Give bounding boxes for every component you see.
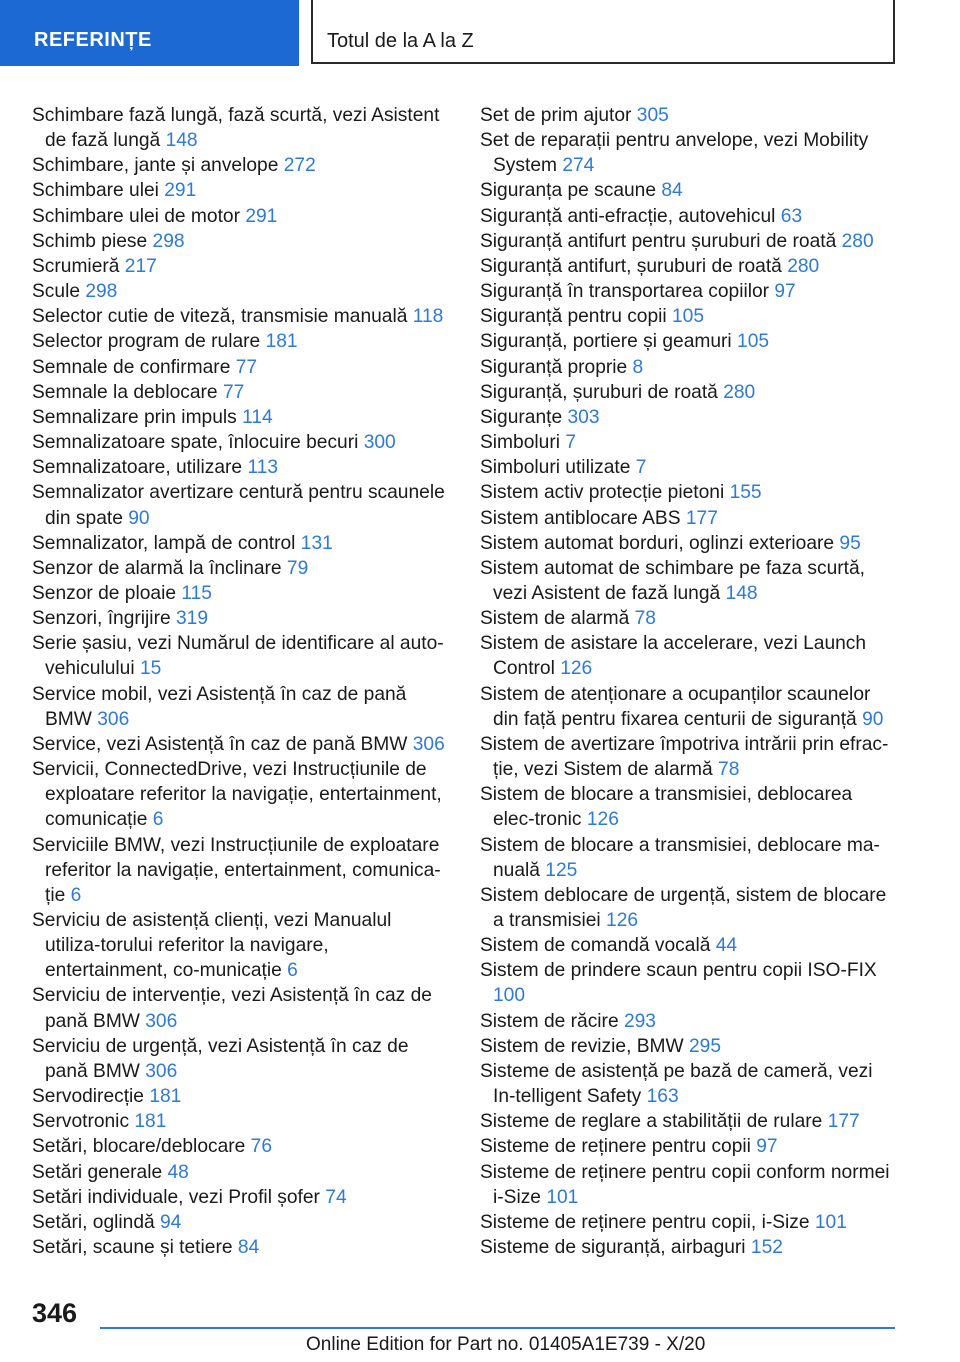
index-entry-page-link[interactable]: 78: [718, 759, 740, 781]
index-entry-term: Siguranță pentru copii: [480, 306, 667, 328]
index-entry-term: Semnalizare prin impuls: [32, 406, 237, 428]
index-entry: [480, 782, 896, 832]
index-entry-term: Siguranță, portiere și geamuri: [480, 331, 732, 353]
index-entry: [32, 983, 450, 1033]
index-entry-term: Setări generale: [32, 1161, 163, 1183]
index-entry-term: Siguranță în transportarea copiilor: [480, 281, 770, 303]
index-entry-page-link[interactable]: 44: [715, 935, 738, 957]
index-entry-term: Siguranță anti-efracție, autovehicul: [480, 205, 776, 227]
index-entry: [480, 304, 896, 329]
index-entry: [480, 1210, 896, 1235]
index-entry: [32, 455, 450, 480]
index-entry: [32, 1235, 450, 1260]
index-entry-page-link[interactable]: 306: [97, 708, 130, 730]
index-entry-term: Semnale la deblocare: [32, 381, 218, 403]
index-entry-page-link[interactable]: 6: [70, 884, 82, 906]
index-entry-page-link[interactable]: 97: [756, 1136, 778, 1158]
index-entry-page-link[interactable]: 6: [152, 809, 164, 831]
index-entry-term: Semnale de confirmare: [32, 356, 231, 378]
index-entry-term: Siguranță proprie: [480, 356, 628, 378]
index-entry: [32, 531, 450, 556]
index-entry-page-link[interactable]: 48: [167, 1161, 189, 1183]
index-entry: [480, 204, 896, 229]
index-entry-page-link[interactable]: 217: [124, 255, 157, 277]
index-entry-page-link[interactable]: 148: [725, 582, 758, 604]
index-entry: [32, 1034, 450, 1084]
index-entry: [480, 933, 896, 958]
index-entry: [32, 908, 450, 983]
index-entry-page-link[interactable]: 298: [152, 230, 185, 252]
index-entry: [480, 103, 896, 128]
index-entry-page-link[interactable]: 6: [287, 960, 298, 982]
index-entry-term: Set de prim ajutor: [480, 105, 632, 126]
index-entry-term: Semnalizator avertizare centură pentru scaunele din spate: [32, 482, 445, 529]
index-entry-term: Scule: [32, 281, 80, 303]
index-entry: [32, 405, 450, 430]
index-entry-term: Serviciile BMW, vezi Instrucțiunile de exploatare referitor la navigație, entertainment, comunica-ție: [32, 834, 441, 906]
index-entry-page-link[interactable]: 90: [128, 507, 150, 529]
index-entry-page-link[interactable]: 293: [623, 1010, 656, 1032]
index-entry-term: Selector program de rulare: [32, 331, 261, 353]
index-entry-page-link[interactable]: 291: [245, 205, 278, 227]
index-entry-term: Serviciu de intervenție, vezi Asistență în caz de pană BMW: [32, 985, 432, 1032]
index-entry-page-link[interactable]: 63: [780, 205, 803, 227]
index-entry: [480, 1034, 896, 1059]
index-entry-term: Senzor de alarmă la înclinare: [32, 557, 282, 579]
index-entry: [32, 556, 450, 581]
index-entry-term: Setări, scaune și tetiere: [32, 1237, 233, 1259]
index-entry-page-link[interactable]: 306: [145, 1010, 178, 1032]
index-entry-page-link[interactable]: 79: [286, 557, 309, 579]
index-entry-page-link[interactable]: 152: [750, 1237, 783, 1259]
index-entry-page-link[interactable]: 115: [181, 582, 212, 604]
index-entry-term: Servodirecție: [32, 1086, 144, 1108]
index-entry-term: Semnalizator, lampă de control: [32, 532, 296, 554]
footer-edition: Online Edition for Part no. 01405A1E739 - X/20: [306, 1334, 706, 1355]
index-entry: [32, 606, 450, 631]
index-entry-page-link[interactable]: 76: [250, 1136, 273, 1158]
index-entry-term: Sistem de comandă vocală: [480, 935, 711, 957]
index-entry-term: Sistem automat borduri, oglinzi exterioare: [480, 532, 835, 554]
index-entry: [32, 178, 450, 203]
index-entry-term: Sistem antiblocare ABS: [480, 507, 681, 529]
index-entry-term: Sistem de blocare a transmisiei, deblocare ma-nuală: [480, 834, 880, 881]
index-entry-term: Schimbare fază lungă, fază scurtă, vezi Asistent de fază lungă: [32, 105, 440, 152]
index-entry-term: Sisteme de siguranță, airbaguri: [480, 1237, 746, 1259]
index-entry-term: Sistem de atenționare a ocupanților scaunelor din față pentru fixarea centurii de siguranță: [480, 683, 871, 730]
index-entry: [480, 1009, 896, 1034]
index-entry-term: Sistem de prindere scaun pentru copii ISO-FIX: [480, 960, 877, 982]
index-entry: [480, 329, 896, 354]
index-entry-term: Sisteme de reținere pentru copii conform normei i-Size: [480, 1161, 890, 1208]
index-entry-page-link[interactable]: 74: [325, 1186, 347, 1208]
index-entry-page-link[interactable]: 113: [247, 457, 279, 479]
index-entry: [32, 430, 450, 455]
index-entry: [480, 254, 896, 279]
index-entry-page-link[interactable]: 155: [729, 482, 762, 504]
index-entry-page-link[interactable]: 280: [723, 381, 756, 403]
footer-divider: [100, 1327, 895, 1329]
index-entry: [480, 682, 896, 732]
index-entry-term: Simboluri: [480, 432, 560, 454]
index-entry: [32, 153, 450, 178]
index-entry-term: Sistem de avertizare împotriva intrării prin efrac-ție, vezi Sistem de alarmă: [480, 733, 889, 781]
index-entry-page-link[interactable]: 77: [222, 381, 245, 403]
index-entry-term: Schimbare, jante și anvelope: [32, 155, 279, 177]
index-entry-term: Scrumieră: [32, 255, 120, 277]
index-entry-term: Sisteme de reglare a stabilității de rulare: [480, 1111, 823, 1133]
index-entry: [480, 1134, 896, 1159]
page-header: [0, 0, 960, 66]
index-entry-term: Schimbare ulei de motor: [32, 205, 240, 227]
index-entry-page-link[interactable]: 163: [646, 1086, 679, 1108]
index-entry: [32, 480, 450, 530]
index-entry-page-link[interactable]: 303: [567, 406, 600, 428]
index-entry: [480, 883, 896, 933]
index-entry: [480, 405, 896, 430]
index-entry-term: Siguranțe: [480, 406, 563, 428]
index-entry-page-link[interactable]: 95: [839, 532, 861, 554]
index-entry-page-link[interactable]: 100: [493, 985, 526, 1007]
index-entry-term: Senzori, îngrijire: [32, 608, 171, 630]
index-entry-page-link[interactable]: 181: [134, 1111, 167, 1133]
index-entry-term: Setări individuale, vezi Profil șofer: [32, 1186, 320, 1208]
index-entry-term: Serviciu de asistență clienți, vezi Manualul utiliza-torului referitor la navigare, entertainment, co-municație: [32, 910, 392, 982]
index-entry-term: Siguranță, șuruburi de roată: [480, 381, 718, 403]
index-entry: [32, 1185, 450, 1210]
index-entry: [480, 1109, 896, 1134]
index-entry-page-link[interactable]: 280: [841, 230, 874, 252]
index-entry-term: Semnalizatoare, utilizare: [32, 457, 243, 479]
index-entry-term: Schimbare ulei: [32, 180, 159, 202]
index-entry-page-link[interactable]: 181: [265, 331, 298, 353]
index-entry-page-link[interactable]: 291: [164, 180, 197, 202]
index-entry: [480, 480, 896, 505]
index-entry: [32, 304, 450, 329]
index-entry: [32, 329, 450, 354]
index-entry-term: Sistem activ protecție pietoni: [480, 482, 725, 504]
index-entry-term: Siguranță antifurt, șuruburi de roată: [480, 255, 782, 277]
index-entry-page-link[interactable]: 126: [560, 658, 593, 680]
index-entry: [32, 355, 450, 380]
index-entry-page-link[interactable]: 148: [165, 130, 198, 152]
index-entry-page-link[interactable]: 177: [827, 1111, 860, 1133]
index-entry-page-link[interactable]: 84: [237, 1237, 260, 1259]
index-entry-term: Siguranța pe scaune: [480, 180, 657, 202]
index-entry-term: Servotronic: [32, 1111, 130, 1133]
index-entry: [32, 682, 450, 732]
section-tab: REFERINȚE: [0, 0, 299, 66]
index-entry-page-link[interactable]: 177: [685, 507, 718, 529]
index-entry-page-link[interactable]: 15: [139, 658, 162, 680]
index-entry: [480, 958, 896, 1008]
index-entry: [480, 531, 896, 556]
index-entry: [32, 254, 450, 279]
index-entry-term: Sisteme de reținere pentru copii, i-Size: [480, 1211, 810, 1233]
index-entry: [480, 1235, 896, 1260]
index-entry: [480, 380, 896, 405]
index-entry: [32, 757, 450, 832]
index-entry-term: Sistem de asistare la accelerare, vezi Launch Control: [480, 633, 867, 680]
page-number: 346: [32, 1298, 78, 1328]
index-entry: [32, 279, 450, 304]
index-entry: [480, 355, 896, 380]
chapter-title: Totul de la A la Z: [311, 0, 895, 64]
index-entry-page-link[interactable]: 77: [235, 356, 258, 378]
index-entry-page-link[interactable]: 305: [636, 105, 669, 126]
index-entry-term: Sistem automat de schimbare pe faza scurtă, vezi Asistent de fază lungă: [480, 557, 865, 604]
index-entry: [480, 631, 896, 681]
index-entry-term: Sistem deblocare de urgență, sistem de blocare a transmisiei: [480, 884, 887, 931]
index-entry-term: Siguranță antifurt pentru șuruburi de roată: [480, 230, 837, 252]
index-entry: [32, 1160, 450, 1185]
index-entry-page-link[interactable]: 306: [412, 733, 445, 755]
index-entry-page-link[interactable]: 101: [546, 1186, 579, 1208]
index-entry-page-link[interactable]: 126: [586, 809, 619, 831]
index-entry-term: Setări, oglindă: [32, 1211, 155, 1233]
index-entry-term: Serviciu de urgență, vezi Asistență în caz de pană BMW: [32, 1035, 409, 1082]
index-entry: [32, 1084, 450, 1109]
index-entry-page-link[interactable]: 126: [606, 910, 639, 931]
index-entry-page-link[interactable]: 7: [635, 457, 647, 479]
index-entry: [32, 380, 450, 405]
index-entry: [480, 606, 896, 631]
index-column-left: [32, 103, 450, 1260]
index-entry-page-link[interactable]: 101: [814, 1211, 847, 1233]
index-entry: [480, 279, 896, 304]
index-entry-term: Sisteme de reținere pentru copii: [480, 1136, 751, 1158]
index-entry: [32, 204, 450, 229]
index-entry: [480, 430, 896, 455]
index-entry-page-link[interactable]: 114: [242, 406, 273, 428]
index-entry-term: Set de reparații pentru anvelope, vezi Mobility System: [480, 130, 869, 177]
index-entry-page-link[interactable]: 7: [565, 432, 576, 454]
index-entry-page-link[interactable]: 8: [632, 356, 644, 378]
index-entry: [32, 229, 450, 254]
index-entry-page-link[interactable]: 84: [661, 180, 683, 202]
index-entry-page-link[interactable]: 306: [145, 1060, 178, 1082]
index-entry-page-link[interactable]: 125: [545, 859, 578, 881]
index-entry: [480, 556, 896, 606]
index-entry-page-link[interactable]: 97: [774, 281, 796, 303]
index-entry: [480, 833, 896, 883]
index-entry-page-link[interactable]: 118: [412, 306, 444, 328]
index-entry: [480, 455, 896, 480]
index-entry-term: Serie șasiu, vezi Numărul de identificare al auto-vehiculului: [32, 633, 444, 680]
index-entry: [480, 178, 896, 203]
index-entry: [480, 128, 896, 178]
index-entry-page-link[interactable]: 295: [689, 1035, 722, 1057]
index-entry: [32, 581, 450, 606]
index-entry-page-link[interactable]: 181: [149, 1086, 182, 1108]
index-entry-page-link[interactable]: 78: [634, 608, 656, 630]
index-entry-term: Selector cutie de viteză, transmisie manuală: [32, 306, 408, 328]
index-entry-term: Setări, blocare/deblocare: [32, 1136, 246, 1158]
index-entry-page-link[interactable]: 90: [862, 708, 884, 730]
index-entry-page-link[interactable]: 272: [283, 155, 316, 177]
index-entry-page-link[interactable]: 300: [363, 432, 396, 454]
index-entry-page-link[interactable]: 94: [160, 1211, 182, 1233]
index-entry-page-link[interactable]: 319: [175, 608, 208, 630]
index-entry-page-link[interactable]: 105: [737, 331, 770, 353]
index-entry: [32, 1109, 450, 1134]
index-entry: [480, 732, 896, 782]
index-entry-page-link[interactable]: 298: [85, 281, 118, 303]
index-entry-term: Sistem de blocare a transmisiei, deblocarea elec-tronic: [480, 784, 853, 831]
index-entry-term: Servicii, ConnectedDrive, vezi Instrucțiunile de exploatare referitor la navigație, entertainment, comunicație: [32, 759, 442, 831]
index-entry-term: Simboluri utilizate: [480, 457, 631, 479]
index-entry-term: Sisteme de asistență pe bază de cameră, vezi In-telligent Safety: [480, 1060, 873, 1108]
index-entry-term: Service mobil, vezi Asistență în caz de pană BMW: [32, 683, 407, 730]
index-entry: [32, 1210, 450, 1235]
index-entry-term: Sistem de alarmă: [480, 608, 630, 630]
index-entry: [480, 229, 896, 254]
index-entry-term: Service, vezi Asistență în caz de pană BMW: [32, 733, 408, 755]
index-entry-term: Schimb piese: [32, 230, 148, 252]
index-entry: [32, 1134, 450, 1159]
index-entry-page-link[interactable]: 131: [300, 532, 333, 554]
index-entry: [480, 1160, 896, 1210]
index-column-right: [480, 103, 896, 1260]
index-entry: [32, 103, 450, 153]
index-entry-term: Sistem de revizie, BMW: [480, 1035, 684, 1057]
index-entry: [32, 631, 450, 681]
index-entry-page-link[interactable]: 105: [672, 306, 705, 328]
index-entry: [32, 732, 450, 757]
index-entry-page-link[interactable]: 280: [787, 255, 820, 277]
index-entry-term: Semnalizatoare spate, înlocuire becuri: [32, 432, 359, 454]
index-entry: [480, 1059, 896, 1109]
index-entry-term: Senzor de ploaie: [32, 582, 177, 604]
index-entry-page-link[interactable]: 274: [562, 155, 595, 177]
index-entry: [32, 833, 450, 908]
index-entry: [480, 506, 896, 531]
index-entry-term: Sistem de răcire: [480, 1010, 619, 1032]
